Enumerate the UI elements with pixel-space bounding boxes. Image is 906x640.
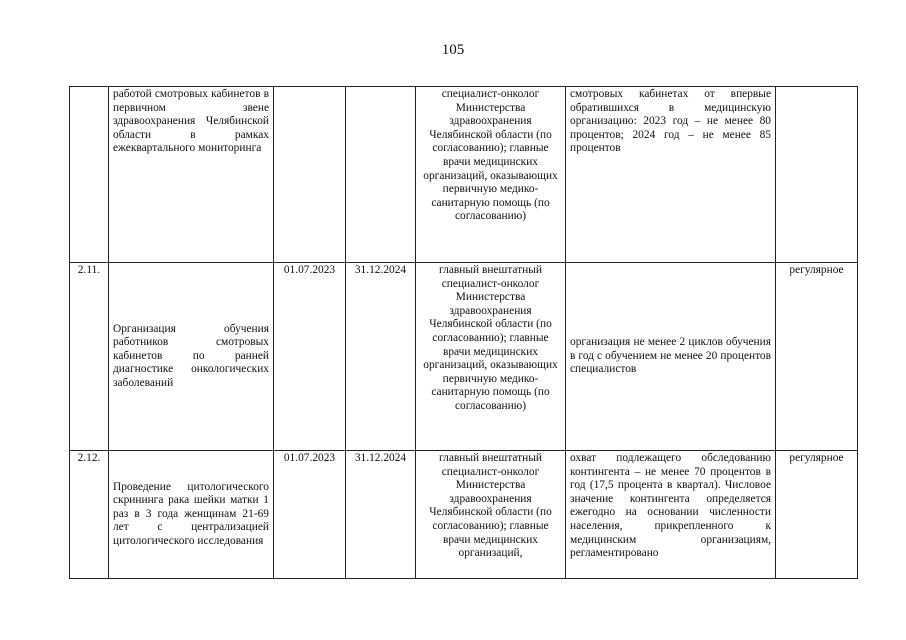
frequency-cell: регулярное [776, 451, 858, 579]
indicator-cell: организация не менее 2 циклов обучения в год с обучением не менее 20 процентов специалистов [566, 263, 776, 451]
responsible-cell: главный внештатный специалист-онколог Министерства здравоохранения Челябинской области (по согласованию); главные врачи медицинских организаций, оказывающих первичную медико-санитарную помощь (по согласованию) [416, 263, 566, 451]
row-number [70, 87, 109, 263]
table-row [70, 263, 858, 451]
event-cell: работой смотровых кабинетов в первичном звене здравоохранения Челябинской области в рамках ежеквартального мониторинга [109, 87, 274, 263]
indicator-cell: смотровых кабинетах от впервые обратившихся в медицинскую организацию: 2023 год – не менее 80 процентов; 2024 год – не менее 85 процентов [566, 87, 776, 263]
event-cell: Проведение цитологического скрининга рака шейки матки 1 раз в 3 года женщинам 21-69 лет с централизацией цитологического исследования [109, 451, 274, 579]
page-number: 105 [441, 42, 465, 58]
end-date-cell: 31.12.2024 [346, 263, 416, 451]
start-date-cell: 01.07.2023 [274, 263, 346, 451]
table-row [70, 87, 858, 263]
frequency-cell: регулярное [776, 263, 858, 451]
start-date-cell [274, 87, 346, 263]
table-row [70, 451, 858, 579]
end-date-cell: 31.12.2024 [346, 451, 416, 579]
start-date-cell: 01.07.2023 [274, 451, 346, 579]
indicator-cell: охват подлежащего обследованию контингента – не менее 70 процентов в год (17,5 процента в квартал). Числовое значение контингента определяется ежегодно на основании численности населения, прикрепленного к медицинским организациям, регламентировано [566, 451, 776, 579]
event-cell: Организация обучения работников смотровых кабинетов по ранней диагностике онкологических заболеваний [109, 263, 274, 451]
responsible-cell: главный внештатный специалист-онколог Министерства здравоохранения Челябинской области (по согласованию); главные врачи медицинских организаций, [416, 451, 566, 579]
row-number: 2.11. [70, 263, 109, 451]
plan-table [69, 86, 858, 579]
row-number: 2.12. [70, 451, 109, 579]
end-date-cell [346, 87, 416, 263]
frequency-cell [776, 87, 858, 263]
responsible-cell: специалист-онколог Министерства здравоохранения Челябинской области (по согласованию); главные врачи медицинских организаций, оказывающих первичную медико-санитарную помощь (по согласованию) [416, 87, 566, 263]
